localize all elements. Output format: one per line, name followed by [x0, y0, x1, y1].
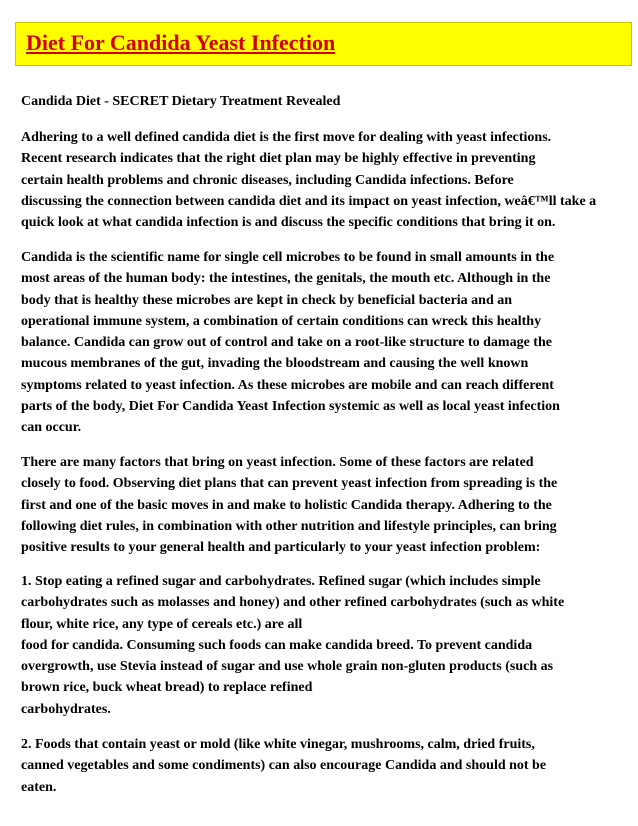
text-line: certain health problems and chronic diseases, including Candida infections. Before — [21, 172, 514, 188]
text-line: There are many factors that bring on yeast infection. Some of these factors are related — [21, 455, 534, 470]
text-line: first and one of the basic moves in and make to holistic Candida therapy. Adhering to the — [21, 497, 552, 513]
text-line: Recent research indicates that the right diet plan may be highly effective in preventing — [21, 151, 536, 167]
text-line: carbohydrates. — [21, 701, 111, 717]
text-line: body that is healthy these microbes are kept in check by beneficial bacteria and an — [21, 292, 513, 308]
paragraph-intro — [21, 127, 638, 233]
text-line: can occur. — [21, 420, 82, 436]
text-line: 2. Foods that contain yeast or mold (like white vinegar, mushrooms, calm, dried fruits, — [21, 737, 535, 752]
text-line: overgrowth, use Stevia instead of sugar and use whole grain non-gluten products (such as — [21, 659, 554, 675]
text-line: carbohydrates such as molasses and honey) and other refined carbohydrates (such as white — [21, 595, 565, 611]
text-line: operational immune system, a combination of certain conditions can wreck this healthy — [21, 313, 542, 329]
text-line: most areas of the human body: the intestines, the genitals, the mouth etc. Although in the — [21, 271, 551, 287]
document-title[interactable]: Diet For Candida Yeast Infection — [26, 30, 336, 55]
text-line: symptoms related to yeast infection. As these microbes are mobile and can reach different — [21, 377, 554, 393]
text-line: mucous membranes of the gut, invading the bloodstream and causing the well known — [21, 356, 529, 372]
text-line: 1. Stop eating a refined sugar and carbohydrates. Refined sugar (which includes simple — [21, 574, 541, 589]
text-line: closely to food. Observing diet plans that can prevent yeast infection from spreading is the — [21, 476, 558, 492]
text-line: quick look at what candida infection is and discuss the specific conditions that bring it on. — [21, 215, 556, 231]
text-line: food for candida. Consuming such foods can make candida breed. To prevent candida — [21, 637, 533, 653]
document-subtitle: Candida Diet - SECRET Dietary Treatment Revealed — [21, 94, 341, 109]
text-line: parts of the body, Diet For Candida Yeast Infection systemic as well as local yeast infection — [21, 399, 560, 415]
paragraph-rule-1 — [21, 571, 638, 720]
paragraph-rule-2 — [21, 734, 638, 798]
text-line: canned vegetables and some condiments) can also encourage Candida and should not be — [21, 758, 547, 774]
paragraph-factors — [21, 452, 638, 558]
text-line: balance. Candida can grow out of control and take on a root-like structure to damage the — [21, 335, 552, 351]
text-line: discussing the connection between candida diet and its impact on yeast infection, weâ€™ll take a — [21, 193, 597, 209]
title-banner — [15, 22, 632, 66]
text-line: flour, white rice, any type of cereals etc.) are all — [21, 616, 303, 632]
text-line: brown rice, buck wheat bread) to replace refined — [21, 680, 313, 696]
text-line: eaten. — [21, 779, 57, 795]
text-line: positive results to your general health and particularly to your yeast infection problem: — [21, 540, 541, 556]
text-line: Adhering to a well defined candida diet is the first move for dealing with yeast infections. — [21, 130, 552, 145]
text-line: following diet rules, in combination with other nutrition and lifestyle principles, can bring — [21, 518, 557, 534]
text-line: Candida is the scientific name for single cell microbes to be found in small amounts in the — [21, 250, 555, 265]
paragraph-candida-definition — [21, 247, 638, 439]
